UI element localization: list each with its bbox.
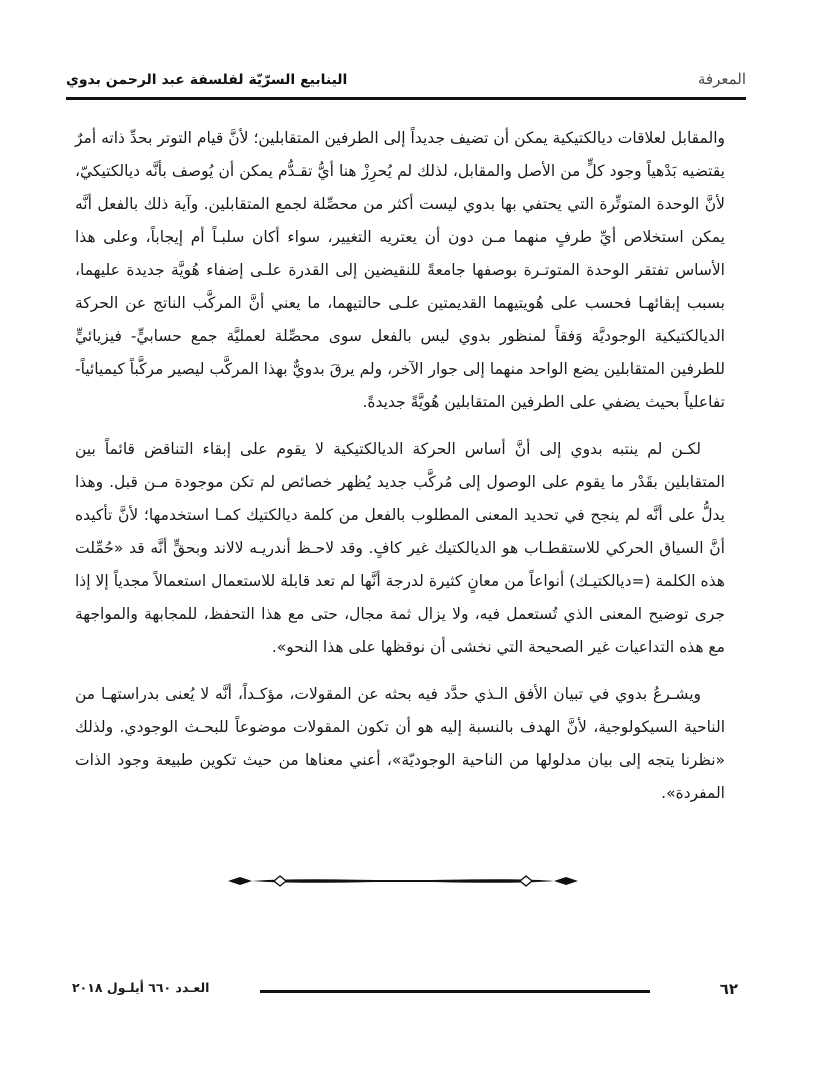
magazine-logo: المعرفة <box>697 70 746 88</box>
page-number: ٦٢ <box>719 980 738 998</box>
paragraph: والمقابل لعلاقات ديالكتيكية يمكن أن تضيف جديداً إلى الطرفين المتقابلين؛ لأنَّ قيام التوتر بحدِّ ذاته أمرٌ يقتضيه بَدْهياً وجود كلٍّ من الأصل والمقابل، لذلك لم يُحرِزْ هنا أيُّ تقـدُّم يمكن أن يُوصف بأنَّه ديالكتيكيّ، لأنَّ الوحدة المتوتِّرة التي يحتفي بها بدوي ليست أكثر من محصِّلة لجمع المتقابلين. وآية ذلك بالفعل أنَّه يمكن استخلاص أيِّ طرفٍ منهما مـن دون أن يعتريه التغيير، سواء أكان سلبـاً أم إيجاباً، وعلى هذا الأساس تفتقر الوحدة المتوتـرة بوصفها جامعةً للنقيضين إلى القدرة علـى إضفاء هُويَّة جديدة عليهما، بسبب إبقائهـا فحسب على هُويتيهما القديمتين علـى حالتيهما، ما يعني أنَّ المركَّب الناتج عن الحركة الديالكتيكية الوجوديَّة وَفقاً لمنظور بدوي ليس بالفعل سوى محصِّلة لعمليَّة جمع حسابيٍّ- فيزيائيٍّ للطرفين المتقابلين يضع الواحد منهما إلى جوار الآخر، ولم يرقَ بدويٌّ بهذا المركَّب ليصير مركَّباً كيميائياً- تفاعلياً بحيث يضفي على الطرفين المتقابلين هُويَّةً جديدةً. <box>75 129 725 411</box>
header-rule <box>66 97 746 100</box>
issue-info: العـدد ٦٦٠ أيلـول ٢٠١٨ <box>72 980 210 995</box>
page-header <box>66 62 746 96</box>
paragraph: ويشـرعُ بدوي في تبيان الأفق الـذي حدَّد فيه بحثه عن المقولات، مؤكـداً، أنَّه لا يُعنى بدراستهـا من الناحية السيكولوجية، لأنَّ الهدف بالنسبة إليه هو أن تكون المقولات موضوعاً للبحـث الوجودي. ولذلك «نظرنا يتجه إلى بيان مدلولها من الناحية الوجوديّة»، أعني معناها من حيث تكوين طبيعة وجود الذات المفردة». <box>75 685 725 802</box>
paragraph: لكـن لم ينتبه بدوي إلى أنَّ أساس الحركة الديالكتيكية لا يقوم على إبقاء التناقض قائماً بين المتقابلين بقَدْر ما يقوم على الوصول إلى مُركَّب جديد يُظهر خصائص لم تكن موجودة مـن قبل. وهذا يدلُّ على أنَّه لم ينجح في تحديد المعنى المطلوب بالفعل من كلمة ديالكتيك كمـا استخدمها؛ لأنَّ تأكيده أنَّ السياق الحركي للاستقطـاب هو الديالكتيك غير كافٍ. وقد لاحـظ أندريـه لالاند وبحقٍّ أنَّه قد «حُمِّلت هذه الكلمة (=ديالكتيـك) أنواعاً من معانٍ كثيرة لدرجة أنَّها لم تعد قابلة للاستعمال استعمالاً مجدياً إلا إذا جرى توضيح المعنى الذي تُستعمل فيه، ولا يزال ثمة مجال، حتى مع هذا التحفظ، للمجابهة والمواجهة مع هذه التداعيات غير الصحيحة التي نخشى أن نوقظها على هذا النحو». <box>75 440 725 656</box>
footer-rule <box>260 990 650 993</box>
section-divider-ornament <box>226 868 580 894</box>
running-title: الينابيع السرّيّة لفلسفة عبد الرحمن بدوي <box>66 72 348 88</box>
article-body <box>75 122 725 824</box>
page-footer <box>66 978 746 1002</box>
